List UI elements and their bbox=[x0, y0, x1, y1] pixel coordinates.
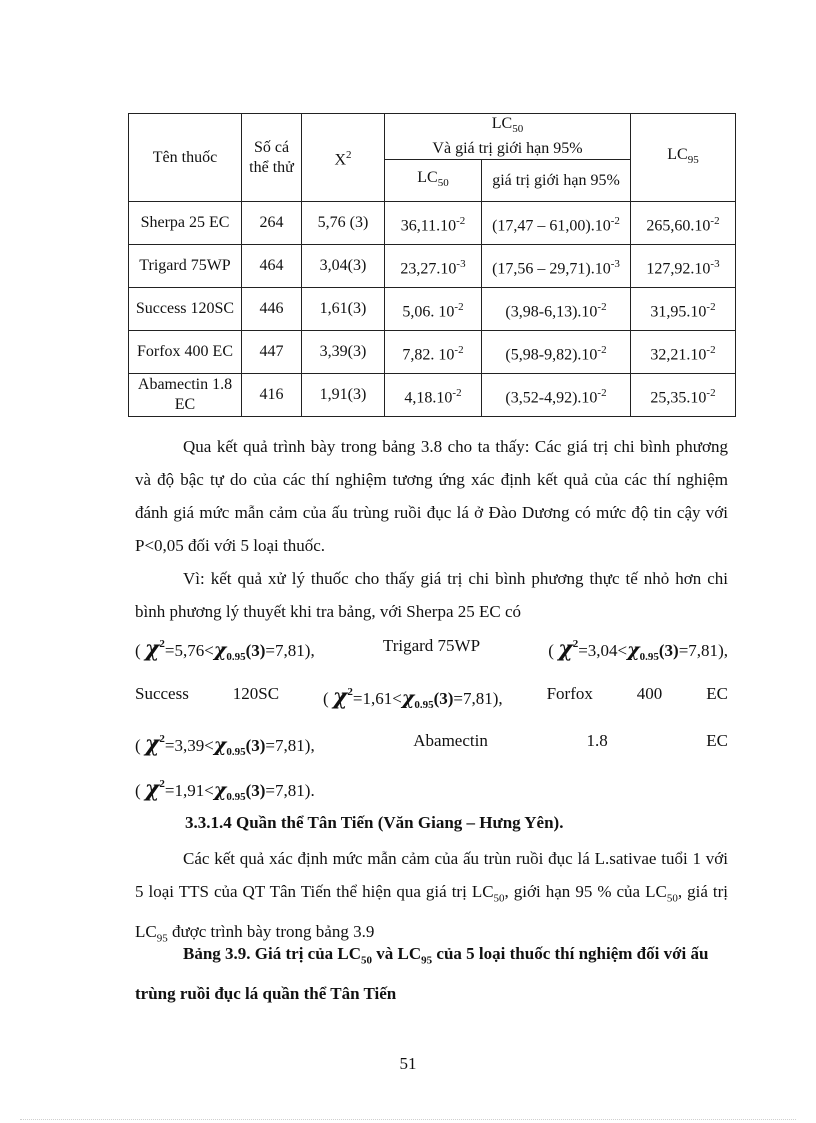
caption-text-b: và LC bbox=[372, 944, 422, 963]
cell-ci bbox=[482, 288, 631, 331]
separator: , bbox=[498, 689, 503, 708]
cell-ci-val: (3,98-6,13).10 bbox=[505, 302, 598, 320]
cell-lc95 bbox=[631, 202, 736, 245]
para3-text-b: , giới hạn 95 % của LC bbox=[504, 882, 667, 901]
cell-name: Abamectin 1.8 EC bbox=[129, 374, 242, 417]
cell-ci-exp: -2 bbox=[597, 386, 607, 399]
chi-symbol: χ bbox=[144, 731, 160, 757]
chi-label-abamectin: Abamectin bbox=[413, 731, 488, 750]
chi-crit-sub: 0.95 bbox=[639, 651, 659, 663]
header-lc50-col-sub: 50 bbox=[437, 177, 449, 190]
chi-sup: 2 bbox=[347, 686, 353, 698]
chi-symbol: χ bbox=[144, 636, 160, 662]
chi-label-forfox-num: 400 bbox=[636, 684, 663, 703]
header-x2 bbox=[302, 114, 385, 202]
paragraph-results-2 bbox=[135, 562, 728, 628]
cell-name: Sherpa 25 EC bbox=[129, 202, 242, 245]
lc-results-table bbox=[128, 113, 736, 417]
header-lc95-sub: 95 bbox=[687, 154, 699, 167]
chi-line-1 bbox=[135, 636, 728, 663]
paragraph-results-2-text: Vì: kết quả xử lý thuốc cho thấy giá trị chi bình phương thực tế nhỏ hơn chi bình phương lý thuyết khi tra bảng, với Sherpa 25 EC có bbox=[135, 569, 728, 621]
chi-crit-symbol: χ bbox=[213, 779, 227, 801]
cell-lc50 bbox=[385, 331, 482, 374]
paren-open: ( bbox=[135, 781, 141, 800]
paren-open: ( bbox=[322, 689, 329, 708]
cell-lc95-exp: -2 bbox=[706, 343, 716, 356]
paren-close: ) bbox=[304, 781, 311, 800]
cell-lc95 bbox=[631, 331, 736, 374]
cell-lc50 bbox=[385, 374, 482, 417]
chi-label-abamectin-ec: EC bbox=[706, 731, 728, 750]
header-ten-thuoc: Tên thuốc bbox=[129, 114, 242, 202]
header-lc95-label: LC bbox=[667, 146, 688, 163]
header-lc50-col bbox=[385, 160, 482, 202]
chi-sup: 2 bbox=[159, 638, 165, 650]
chi-crit-sub: 0.95 bbox=[414, 699, 434, 711]
cell-lc50-exp: -2 bbox=[454, 300, 464, 313]
chi-label-forfox-ec: EC bbox=[706, 684, 728, 703]
chi-symbol: χ bbox=[558, 636, 573, 662]
chi-value: =1,91< bbox=[164, 781, 214, 800]
para3-text-d: được trình bày trong bảng 3.9 bbox=[167, 922, 375, 942]
cell-lc50 bbox=[385, 202, 482, 245]
cell-name: Trigard 75WP bbox=[129, 245, 242, 288]
chi-crit-symbol: χ bbox=[213, 639, 227, 661]
table-row bbox=[129, 288, 736, 331]
para3-sub2: 50 bbox=[666, 892, 678, 905]
cell-lc50-exp: -3 bbox=[456, 257, 466, 270]
cell-lc95-exp: -2 bbox=[706, 300, 716, 313]
paragraph-results-1 bbox=[135, 430, 728, 562]
cell-lc50-exp: -2 bbox=[454, 343, 464, 356]
cell-lc95-val: 31,95.10 bbox=[650, 302, 707, 320]
cell-x2: 5,76 (3) bbox=[302, 202, 385, 245]
para3-text-c: , giá trị LC bbox=[135, 882, 728, 942]
separator: , bbox=[310, 736, 315, 755]
header-x2-label: X bbox=[334, 151, 347, 169]
cell-lc95-val: 32,21.10 bbox=[650, 345, 707, 363]
separator: , bbox=[310, 641, 315, 660]
chi-df: (3) bbox=[245, 736, 266, 755]
chi-threshold: =7,81 bbox=[265, 641, 305, 660]
table-row bbox=[129, 374, 736, 417]
header-lc95 bbox=[631, 114, 736, 202]
chi-crit-sub: 0.95 bbox=[226, 791, 246, 803]
cell-lc95 bbox=[631, 288, 736, 331]
cell-ci-val: (17,56 – 29,71).10 bbox=[492, 259, 611, 277]
para3-text-a: Các kết quả xác định mức mẫn cảm của ấu trùn ruồi đục lá L.sativae tuổi 1 với 5 loại TTS của QT Tân Tiến thể hiện qua giá trị LC bbox=[135, 849, 728, 901]
paren-open: ( bbox=[135, 736, 141, 755]
cell-lc50-val: 23,27.10 bbox=[400, 259, 457, 277]
chi-symbol: χ bbox=[332, 684, 348, 710]
chi-df: (3) bbox=[433, 689, 454, 708]
cell-ci bbox=[482, 202, 631, 245]
chi-threshold: =7,81 bbox=[265, 736, 305, 755]
header-lc50-col-label: LC bbox=[417, 169, 438, 187]
caption-text-a: Bảng 3.9. Giá trị của LC bbox=[183, 944, 362, 963]
cell-lc50-val: 7,82. 10 bbox=[402, 345, 455, 363]
cell-lc95-val: 127,92.10 bbox=[646, 259, 711, 277]
cell-ci bbox=[482, 374, 631, 417]
header-lc50-group bbox=[385, 114, 631, 160]
chi-label-success-code: 120SC bbox=[232, 684, 280, 703]
cell-x2: 1,91(3) bbox=[302, 374, 385, 417]
cell-ci-val: (5,98-9,82).10 bbox=[505, 345, 598, 363]
paren-close: ) bbox=[304, 641, 311, 660]
chi-label-success: Success bbox=[135, 684, 189, 703]
chi-df: (3) bbox=[245, 641, 266, 660]
cell-n: 416 bbox=[242, 374, 302, 417]
cell-x2: 3,39(3) bbox=[302, 331, 385, 374]
page-number: 51 bbox=[399, 1054, 417, 1073]
header-so-ca: Số cá thể thử bbox=[242, 114, 302, 202]
chi-label-abamectin-num: 1.8 bbox=[586, 731, 608, 750]
chi-crit-symbol: χ bbox=[627, 639, 640, 661]
cell-lc50-val: 4,18.10 bbox=[404, 388, 453, 406]
paren-close: ) bbox=[718, 641, 724, 660]
table-header-row bbox=[129, 114, 736, 160]
cell-lc95 bbox=[631, 374, 736, 417]
cell-x2: 3,04(3) bbox=[302, 245, 385, 288]
cell-lc95-exp: -3 bbox=[710, 257, 720, 270]
cell-x2: 1,61(3) bbox=[302, 288, 385, 331]
chi-threshold: =7,81 bbox=[265, 781, 305, 800]
period: . bbox=[310, 781, 315, 800]
cell-ci-exp: -3 bbox=[610, 257, 620, 270]
chi-crit-symbol: χ bbox=[213, 734, 227, 756]
cell-lc50-val: 5,06. 10 bbox=[402, 302, 455, 320]
page-bottom-border bbox=[20, 1119, 796, 1120]
section-heading: 3.3.1.4 Quần thể Tân Tiến (Văn Giang – Hưng Yên). bbox=[185, 813, 564, 832]
cell-lc95-exp: -2 bbox=[710, 214, 720, 227]
cell-ci-exp: -2 bbox=[597, 343, 607, 356]
header-lc50-group-line1: LC bbox=[491, 115, 513, 132]
paren-close: ) bbox=[492, 689, 499, 708]
table-caption bbox=[135, 937, 728, 1010]
chi-threshold: =7,81 bbox=[678, 641, 719, 660]
chi-crit-sub: 0.95 bbox=[226, 746, 246, 758]
chi-expr-sherpa bbox=[135, 636, 315, 663]
para3-sub1: 50 bbox=[493, 892, 505, 905]
paren-close: ) bbox=[304, 736, 311, 755]
cell-lc50 bbox=[385, 245, 482, 288]
chi-threshold: =7,81 bbox=[453, 689, 493, 708]
chi-line-4 bbox=[135, 776, 728, 803]
cell-n: 464 bbox=[242, 245, 302, 288]
chi-line-3 bbox=[135, 731, 728, 758]
chi-df: (3) bbox=[245, 781, 266, 800]
cell-lc95 bbox=[631, 245, 736, 288]
cell-ci-exp: -2 bbox=[597, 300, 607, 313]
cell-n: 447 bbox=[242, 331, 302, 374]
chi-value: =3,04< bbox=[578, 641, 628, 660]
cell-lc95-val: 25,35.10 bbox=[650, 388, 707, 406]
chi-crit-symbol: χ bbox=[401, 687, 415, 709]
chi-value: =1,61< bbox=[352, 689, 402, 708]
chi-label-trigard: Trigard 75WP bbox=[382, 636, 481, 655]
cell-lc50-exp: -2 bbox=[456, 214, 466, 227]
paragraph-results-1-text: Qua kết quả trình bày trong bảng 3.8 cho ta thấy: Các giá trị chi bình phương và độ bậc tự do của các thí nghiệm tương ứng xác định kết quả của các thí nghiệm đánh giá mức mẫn cảm của ấu trùng ruồi đục lá ở Đào Dương có mức độ tin cậy với P<0,05 đối với 5 loại thuốc. bbox=[135, 437, 728, 555]
cell-name: Forfox 400 EC bbox=[129, 331, 242, 374]
chi-line-2 bbox=[135, 684, 728, 711]
table-row bbox=[129, 245, 736, 288]
cell-name: Success 120SC bbox=[129, 288, 242, 331]
header-lc50-group-sub: 50 bbox=[512, 123, 524, 136]
caption-sub1: 50 bbox=[361, 954, 373, 967]
cell-ci-exp: -2 bbox=[610, 214, 620, 227]
header-x2-sup: 2 bbox=[346, 148, 352, 161]
table-row bbox=[129, 331, 736, 374]
separator: , bbox=[723, 641, 728, 660]
chi-sup: 2 bbox=[159, 778, 165, 790]
cell-n: 264 bbox=[242, 202, 302, 245]
chi-expr-abamectin bbox=[135, 776, 315, 803]
cell-ci bbox=[482, 331, 631, 374]
chi-value: =3,39< bbox=[164, 736, 214, 755]
header-gioi-han: giá trị giới hạn 95% bbox=[482, 160, 631, 202]
cell-lc95-val: 265,60.10 bbox=[646, 216, 711, 234]
chi-label-forfox: Forfox bbox=[546, 684, 593, 703]
cell-ci-val: (17,47 – 61,00).10 bbox=[492, 216, 611, 234]
para3-sub3: 95 bbox=[156, 932, 168, 945]
cell-ci-val: (3,52-4,92).10 bbox=[505, 388, 598, 406]
paren-open: ( bbox=[548, 641, 554, 660]
table-row bbox=[129, 202, 736, 245]
chi-value: =5,76< bbox=[164, 641, 214, 660]
chi-crit-sub: 0.95 bbox=[226, 651, 246, 663]
chi-expr-trigard bbox=[548, 636, 728, 663]
chi-expr-success bbox=[323, 684, 503, 711]
paren-open: ( bbox=[135, 641, 141, 660]
caption-text-c: của 5 loại thuốc thí nghiệm đối với ấu trùng ruồi đục lá quần thể Tân Tiến bbox=[135, 944, 709, 1004]
chi-df: (3) bbox=[658, 641, 679, 660]
cell-lc50-val: 36,11.10 bbox=[400, 216, 457, 234]
cell-lc50-exp: -2 bbox=[452, 386, 462, 399]
cell-lc95-exp: -2 bbox=[706, 386, 716, 399]
cell-lc50 bbox=[385, 288, 482, 331]
header-lc50-group-line2: Và giá trị giới hạn 95% bbox=[432, 140, 583, 158]
chi-sup: 2 bbox=[159, 733, 165, 745]
chi-symbol: χ bbox=[144, 776, 160, 802]
cell-ci bbox=[482, 245, 631, 288]
cell-n: 446 bbox=[242, 288, 302, 331]
chi-sup: 2 bbox=[572, 638, 579, 650]
caption-sub2: 95 bbox=[421, 954, 433, 967]
chi-expr-forfox bbox=[135, 731, 315, 758]
